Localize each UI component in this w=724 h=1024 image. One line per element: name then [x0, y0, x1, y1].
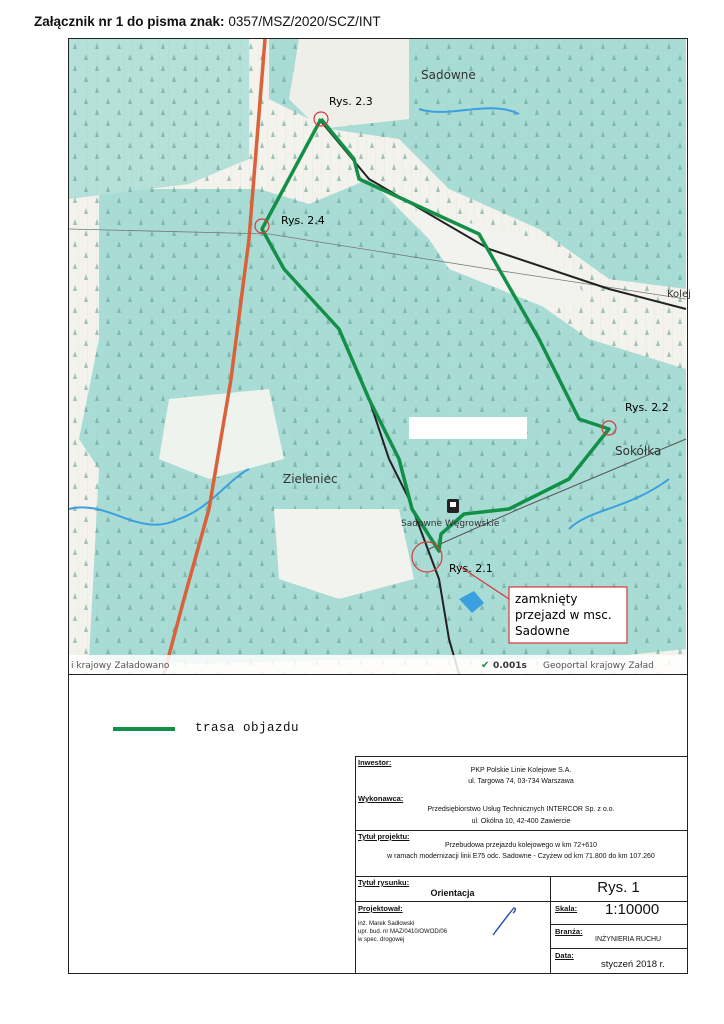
data-label: Data: — [555, 951, 574, 960]
branza-value: INŻYNIERIA RUCHU — [595, 936, 662, 943]
callout-box — [509, 587, 627, 643]
projektowal-info: inż. Marek Sadłowski upr. bud. nr MAZ/0410/OWOD/06 w spec. drogowej — [358, 921, 448, 943]
data-value: styczeń 2018 r. — [601, 959, 665, 970]
map-separator — [69, 674, 687, 675]
clearing-4 — [289, 39, 409, 129]
legend-route-swatch — [113, 727, 175, 731]
inwestor-line1: PKP Polskie Linie Kolejowe S.A. — [470, 767, 572, 774]
svg-text:Sadowne: Sadowne — [515, 624, 570, 638]
projekt-line1: Przebudowa przejazdu kolejowego w km 72+610 — [445, 842, 597, 849]
footer-fps: 0.001s — [493, 661, 527, 671]
label-rys22: Rys. 2.2 — [625, 401, 669, 414]
place-kolej: Kolej — [667, 289, 691, 300]
footer-right: Geoportal krajowy Załad — [543, 661, 654, 671]
svg-text:zamknięty: zamknięty — [515, 592, 578, 606]
legend-route-label: trasa objazdu — [195, 721, 300, 735]
blank-patch — [409, 417, 527, 439]
wykonawca-line1: Przedsiębiorstwo Usług Technicznych INTERCOR Sp. z o.o. — [427, 806, 615, 813]
footer-left: i krajowy Załadowano — [71, 661, 170, 671]
wykonawca-line2: ul. Okólna 10, 42-400 Zawiercie — [471, 818, 571, 825]
skala-value: 1:10000 — [605, 901, 660, 918]
inwestor-line2: ul. Targowa 74, 03-734 Warszawa — [468, 778, 574, 785]
place-sokolka: Sokółka — [615, 444, 662, 458]
place-station: Sadowne Węgrowskie — [401, 519, 500, 529]
place-zieleniec: Zieleniec — [283, 472, 338, 486]
rysunek-title: Orientacja — [430, 888, 475, 898]
rysunek-label: Tytuł rysunku: — [358, 878, 410, 887]
label-rys23: Rys. 2.3 — [329, 95, 373, 108]
skala-label: Skala: — [555, 904, 578, 913]
rys-number: Rys. 1 — [597, 879, 640, 896]
label-rys21: Rys. 2.1 — [449, 562, 493, 575]
projektowal-label: Projektował: — [358, 904, 403, 913]
header-label: Załącznik nr 1 do pisma znak: — [34, 14, 225, 29]
signature — [491, 901, 521, 937]
orientation-map — [69, 39, 691, 674]
drawing-sheet — [68, 38, 691, 974]
map-area — [69, 39, 691, 674]
title-block — [355, 756, 687, 973]
place-sadowne: Sadowne — [421, 68, 476, 82]
inwestor-label: Inwestor: — [358, 758, 392, 767]
projekt-label: Tytuł projektu: — [358, 832, 410, 841]
svg-text:przejazd w msc.: przejazd w msc. — [515, 608, 612, 622]
projekt-line2: w ramach modernizacji linii E75 odc. Sadowne - Czyżew od km 71.800 do km 107.260 — [387, 853, 655, 860]
footer-check: ✔ — [481, 660, 490, 671]
document-header — [34, 14, 381, 29]
branza-label: Branża: — [555, 927, 583, 936]
header-sign: 0357/MSZ/2020/SCZ/INT — [228, 14, 381, 29]
wykonawca-label: Wykonawca: — [358, 794, 404, 803]
label-rys24: Rys. 2.4 — [281, 214, 325, 227]
station-icon — [447, 499, 459, 513]
